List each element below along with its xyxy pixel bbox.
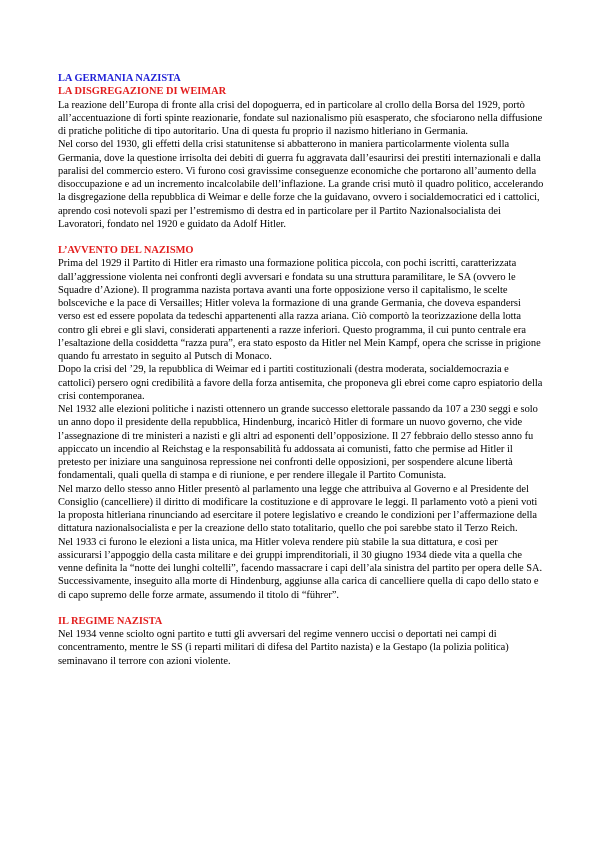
paragraph: Nel marzo dello stesso anno Hitler presentò al parlamento una legge che attribuiva al Governo e al Presidente del Consiglio (cancelliere) il diritto di modificare la costituzione e di approvare le leggi. Il parlamento votò a pieni voti la proposta hitleriana rinunciando ad esercitare il potere legislativo e creando le condizioni per l’affermazione della dittatura nazionalsocialista e per la creazione dello stato totalitario, quello che poi sarebbe stato il Terzo Reich.: [58, 483, 538, 535]
section-disgregazione-weimar: [58, 85, 544, 231]
document-page: [58, 72, 544, 668]
section-avvento-nazismo: [58, 244, 544, 602]
paragraph: Nel corso del 1930, gli effetti della crisi statunitense si abbatterono in maniera particolarmente violenta sulla Germania, dove la questione irrisolta dei debiti di guerra fu aggravata dall’esaurirsi dei prestiti internazionali e dalla paralisi del commercio estero. Vi furono così gravissime conseguenze economiche che portarono all’aumento della disoccupazione e ad un incremento incalcolabile dell’inflazione. La grande crisi mutò il quadro politico, accelerando la disgregazione della repubblica di Weimar e delle forze che la guidavano, ovvero i socialdemocratici ed i cattolici, aprendo così notevoli spazi per l’estremismo di destra ed in particolare per il Partito Nazionalsocialista dei Lavoratori, fondato nel 1920 e guidato da Adolf Hitler.: [58, 139, 544, 230]
section-heading: L’AVVENTO DEL NAZISMO: [58, 245, 194, 256]
paragraph: Nel 1932 alle elezioni politiche i nazisti ottennero un grande successo elettorale passando da 107 a 230 seggi e solo un anno dopo il presidente della repubblica, Hindenburg, incaricò Hitler di formare un nuovo governo, che vide l’assegnazione di tre ministeri a nazisti e gli altri ad esponenti dell’opposizione. Il 27 febbraio dello stesso anno fu appiccato un incendio al Reichstag e la responsabilità fu addossata ai comunisti, fatto che permise ad Hitler il pretesto per iniziare una sanguinosa repressione nei confronti delle opposizioni, per sospendere alcune libertà fondamentali, quali quella di stampa e di riunione, e per rendere illegale il Partito Comunista.: [58, 404, 538, 482]
paragraph: Prima del 1929 il Partito di Hitler era rimasto una formazione politica piccola, con pochi iscritti, caratterizzata dall’aggressione violenta nei confronti degli avversari e fondata su una struttura paramilitare, le SA (ovvero le Squadre d’Azione). Il programma nazista portava avanti una forte opposizione verso il capitalismo, le scelte bolsceviche e la pace di Versailles; Hitler voleva la formazione di una grande Germania, che doveva espandersi verso est ed essere popolata da tedeschi appartenenti alla razza ariana. Ciò comportò la teorizzazione della lotta contro gli ebrei e gli slavi, considerati appartenenti a razze inferiori. Questo programma, il cui punto centrale era l’esaltazione della cosiddetta “razza pura”, era stato esposto da Hitler nel Mein Kampf, opera che scrisse in prigione quando fu arrestato in seguito al Putsch di Monaco.: [58, 258, 541, 362]
section-regime-nazista: [58, 615, 544, 668]
paragraph: La reazione dell’Europa di fronte alla crisi del dopoguerra, ed in particolare al crollo della Borsa del 1929, portò all’accentuazione di forti spinte reazionarie, fondate sul nazionalismo più esasperato, che sfociarono nella diffusione di pratiche politiche di tipo autoritario. Una di questa fu proprio il nazismo hitleriano in Germania.: [58, 99, 543, 137]
section-heading: LA DISGREGAZIONE DI WEIMAR: [58, 86, 227, 98]
paragraph: Nel 1933 ci furono le elezioni a lista unica, ma Hitler voleva rendere più stabile la sua dittatura, e così per assicurarsi l’appoggio della casta militare e dei gruppi imprenditoriali, il 30 giugno 1934 diede vita a quella che venne definita la “notte dei lunghi coltelli”, facendo massacrare i capi dell’ala sinistra del partito per opera delle SA. Successivamente, inseguito alla morte di Hindenburg, aggiunse alla carica di cancelliere quella di capo dello stato e di capo supremo delle forze armate, assumendo il titolo di “führer”.: [58, 536, 543, 601]
paragraph: Dopo la crisi del ’29, la repubblica di Weimar ed i partiti costituzionali (destra moderata, socialdemocrazia e cattolici) persero ogni credibilità a favore della forza antisemita, che proponeva gli ebrei come capro espiatorio della crisi contemporanea.: [58, 364, 543, 402]
paragraph: Nel 1934 venne sciolto ogni partito e tutti gli avversari del regime vennero uccisi o deportati nei campi di concentramento, mentre le SS (i reparti militari di difesa del Partito nazista) e la Gestapo (la polizia politica) seminavano il terrore con azioni violente.: [58, 629, 509, 667]
section-heading: IL REGIME NAZISTA: [58, 615, 163, 627]
document-title: LA GERMANIA NAZISTA: [58, 73, 181, 84]
